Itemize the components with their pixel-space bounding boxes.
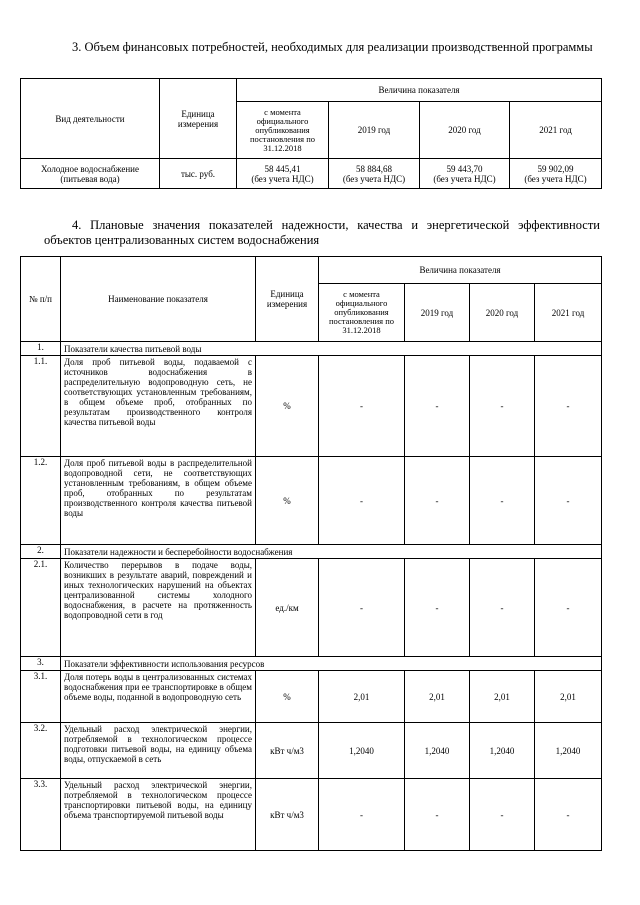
table-row [21, 159, 602, 189]
indicator-name: Доля проб питьевой воды, подаваемой с источников водоснабжения в распределительную водопроводную сеть, не соответствующих установленным требованиям, в общем объеме проб, отобранных по результатам производственного контроля качества питьевой воды [61, 356, 256, 457]
table-row [21, 559, 602, 657]
col-unit-header: Единица измерения [256, 257, 319, 342]
indicator-name: Удельный расход электрической энергии, потребляемой в технологическом процессе транспортировки питьевой воды, на единицу объема транспортируемой питьевой воды [61, 779, 256, 851]
table-row [21, 457, 602, 545]
table-row [21, 671, 602, 723]
row-number: 1.1. [21, 356, 61, 457]
row-number: 3. [21, 657, 61, 671]
unit-cell: ед./км [256, 559, 319, 657]
value-cell: - [535, 779, 602, 851]
indicator-name: Доля потерь воды в централизованных системах водоснабжения при ее транспортировке в общем объеме воды, поданной в водопроводную сеть [61, 671, 256, 723]
period-header: 2019 год [329, 102, 420, 159]
section-row [21, 342, 602, 356]
row-number: 3.2. [21, 723, 61, 779]
table-row [21, 779, 602, 851]
col-activity-header: Вид деятельности [21, 79, 160, 159]
value-cell: 2,01 [470, 671, 535, 723]
value-cell: 59 902,09 (без учета НДС) [510, 159, 602, 189]
financial-needs-table [20, 78, 602, 189]
value-cell: 2,01 [405, 671, 470, 723]
row-number: 2. [21, 545, 61, 559]
unit-cell: % [256, 457, 319, 545]
value-cell: - [319, 559, 405, 657]
value-cell: - [470, 779, 535, 851]
value-cell: - [535, 559, 602, 657]
value-cell: 1,2040 [535, 723, 602, 779]
section3-heading: 3. Объем финансовых потребностей, необходимых для реализации производственной программы [72, 40, 593, 54]
value-cell: - [319, 356, 405, 457]
period-header: 2021 год [535, 284, 602, 342]
indicators-table [20, 256, 602, 851]
indicator-name: Количество перерывов в подаче воды, возникших в результате аварий, повреждений и иных технологических нарушений на объектах централизованной системы холодного водоснабжения, в расчете на протяженность водопроводной сети в год [61, 559, 256, 657]
value-cell: - [319, 779, 405, 851]
table-row [21, 723, 602, 779]
col-value-header: Величина показателя [237, 79, 602, 102]
value-cell: 58 884,68 (без учета НДС) [329, 159, 420, 189]
section-row [21, 545, 602, 559]
activity-cell: Холодное водоснабжение (питьевая вода) [21, 159, 160, 189]
value-cell: - [319, 457, 405, 545]
period-header: 2019 год [405, 284, 470, 342]
unit-cell: кВт ч/м3 [256, 723, 319, 779]
value-cell: - [405, 559, 470, 657]
unit-cell: кВт ч/м3 [256, 779, 319, 851]
section-row [21, 657, 602, 671]
value-cell: - [405, 356, 470, 457]
indicator-name: Удельный расход электрической энергии, потребляемой в технологическом процессе подготовки питьевой воды, на единицу объема воды, отпускаемой в сеть [61, 723, 256, 779]
value-cell: 1,2040 [319, 723, 405, 779]
row-number: 3.3. [21, 779, 61, 851]
indicator-name: Доля проб питьевой воды в распределительной водопроводной сети, не соответствующих установленным требованиям, в общем объеме проб, отобранных по результатам производственного контроля качества питьевой воды [61, 457, 256, 545]
period-header: 2021 год [510, 102, 602, 159]
value-cell: - [470, 457, 535, 545]
period-header: 2020 год [470, 284, 535, 342]
value-cell: 2,01 [535, 671, 602, 723]
period-header: 2020 год [420, 102, 510, 159]
unit-cell: тыс. руб. [160, 159, 237, 189]
value-cell: 58 445,41 (без учета НДС) [237, 159, 329, 189]
section-title: Показатели надежности и бесперебойности водоснабжения [61, 545, 602, 559]
col-value-header: Величина показателя [319, 257, 602, 284]
value-cell: - [535, 356, 602, 457]
row-number: 1. [21, 342, 61, 356]
value-cell: - [470, 356, 535, 457]
value-cell: 2,01 [319, 671, 405, 723]
value-cell: 59 443,70 (без учета НДС) [420, 159, 510, 189]
value-cell: 1,2040 [405, 723, 470, 779]
table-row [21, 356, 602, 457]
row-number: 2.1. [21, 559, 61, 657]
value-cell: - [405, 779, 470, 851]
col-unit-header: Единица измерения [160, 79, 237, 159]
period-header: с момента официального опубликования постановления по 31.12.2018 [319, 284, 405, 342]
section4-heading: 4. Плановые значения показателей надежности, качества и энергетической эффективности объектов централизованных систем водоснабжения [44, 218, 600, 247]
value-cell: 1,2040 [470, 723, 535, 779]
unit-cell: % [256, 671, 319, 723]
value-cell: - [470, 559, 535, 657]
row-number: 1.2. [21, 457, 61, 545]
unit-cell: % [256, 356, 319, 457]
value-cell: - [405, 457, 470, 545]
col-num-header: № п/п [21, 257, 61, 342]
section-title: Показатели качества питьевой воды [61, 342, 602, 356]
col-name-header: Наименование показателя [61, 257, 256, 342]
value-cell: - [535, 457, 602, 545]
section-title: Показатели эффективности использования ресурсов [61, 657, 602, 671]
period-header: с момента официального опубликования постановления по 31.12.2018 [237, 102, 329, 159]
row-number: 3.1. [21, 671, 61, 723]
